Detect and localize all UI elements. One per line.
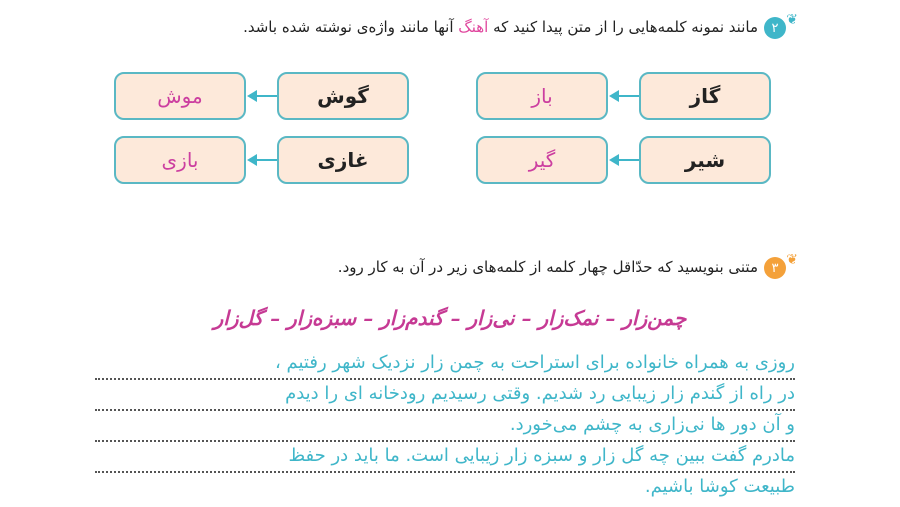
answer-line: [95, 383, 795, 414]
answer-line: [95, 352, 795, 383]
answer-line: [95, 414, 795, 445]
arrow-left-icon: [247, 153, 277, 167]
answer-text: روزی به همراه خانواده برای استراحت به چمن زار نزدیک شهر رفتیم ،: [274, 352, 795, 373]
arrow-left-icon: [247, 89, 277, 103]
word-box: گوش: [277, 72, 409, 120]
word-list: چمن‌زار – نمک‌زار – نی‌زار – گندم‌زار – سبزه‌زار – گل‌زار: [213, 306, 687, 330]
question-text: [243, 18, 758, 36]
answer-text: و آن دور ها نی‌زاری به چشم می‌خورد.: [509, 414, 795, 435]
answer-line: [95, 476, 795, 507]
arrow-left-icon: [609, 89, 639, 103]
question-number-badge: [764, 12, 798, 40]
answer-box: بازی: [114, 136, 246, 184]
question-number: ۳: [764, 257, 786, 279]
dotted-line: [95, 471, 795, 473]
answer-text: طبیعت کوشا باشیم.: [644, 476, 795, 497]
question-text-after: آنها مانند واژه‌ی نوشته شده باشد.: [243, 18, 459, 36]
answer-area: [95, 352, 795, 507]
word-box: شیر: [639, 136, 771, 184]
question-text-before: مانند نمونه کلمه‌هایی را از متن پیدا کنید که: [488, 18, 758, 36]
question-text: متنی بنویسید که حدّاقل چهار کلمه از کلمه‌های زیر در آن به کار رود.: [337, 258, 758, 276]
question-number-badge: [764, 252, 798, 280]
question-number: ۲: [764, 17, 786, 39]
leaf-icon: ❦: [786, 12, 798, 28]
answer-box: گیر: [476, 136, 608, 184]
answer-text: مادرم گفت ببین چه گل زار و سبزه زار زیبایی است. ما باید در حفظ: [288, 445, 795, 466]
leaf-icon: ❦: [786, 252, 798, 268]
highlight-word: آهنگ: [458, 18, 489, 36]
dotted-line: [95, 440, 795, 442]
dotted-line: [95, 409, 795, 411]
word-box: غازی: [277, 136, 409, 184]
answer-box: باز: [476, 72, 608, 120]
answer-box: موش: [114, 72, 246, 120]
question-2: [243, 12, 798, 40]
dotted-line: [95, 378, 795, 380]
arrow-left-icon: [609, 153, 639, 167]
answer-line: [95, 445, 795, 476]
question-3: [337, 252, 798, 280]
word-box: گاز: [639, 72, 771, 120]
answer-text: در راه از گندم زار زیبایی رد شدیم. وقتی رسیدیم رودخانه ای را دیدم: [285, 383, 795, 404]
